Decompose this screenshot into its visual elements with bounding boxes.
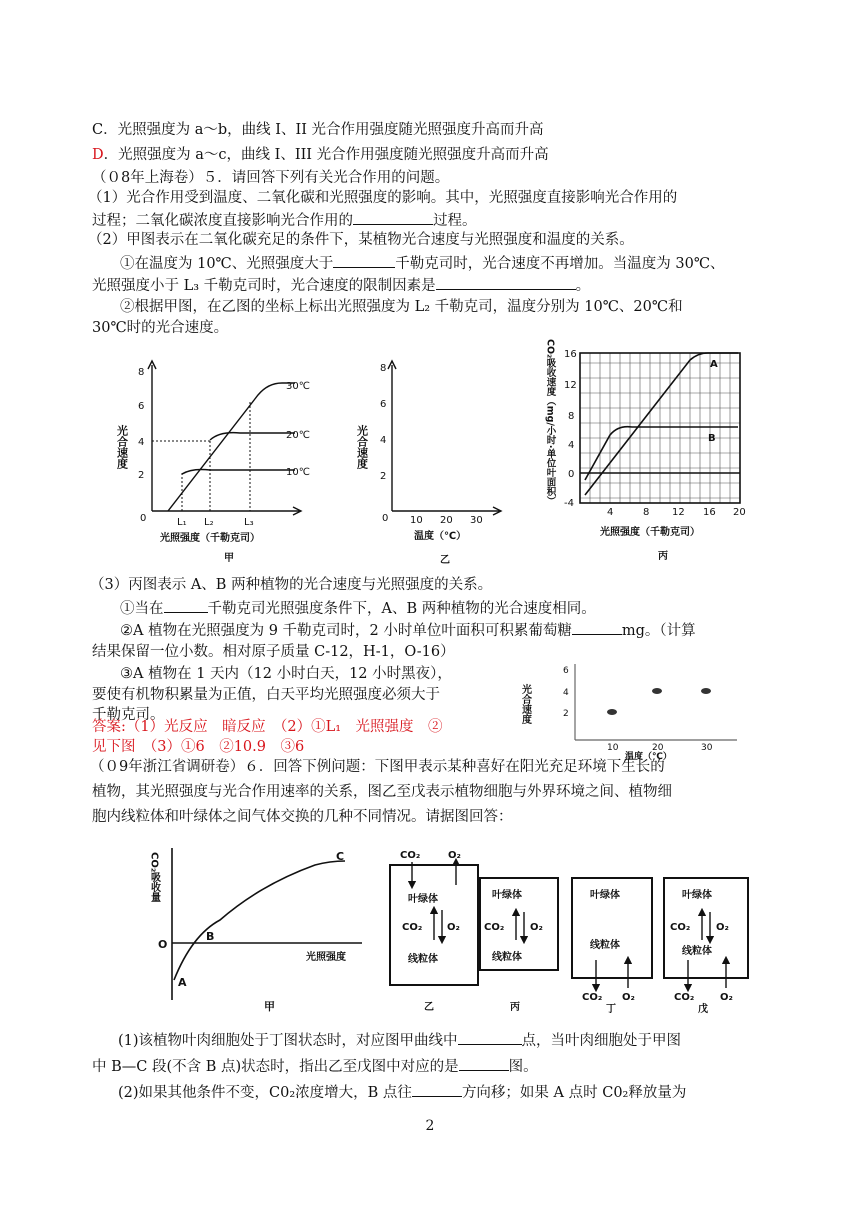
answer-line2: 见下图 （3）①6 ②10.9 ③6 — [92, 739, 305, 755]
answer-blank — [412, 1082, 462, 1097]
chloroplast-label: 叶绿体 — [408, 894, 438, 905]
answer-blank — [459, 1056, 509, 1071]
y-tick: 6 — [138, 401, 145, 412]
x-axis-label: 温度（℃） — [625, 752, 672, 760]
text-segment: 点，当叶肉细胞处于甲图 — [521, 1033, 682, 1049]
page-number: 2 — [425, 1118, 435, 1134]
option-d — [92, 145, 549, 165]
curve-label: 30℃ — [286, 381, 310, 392]
cell-wu — [664, 878, 748, 1015]
caption-bing: 丙 — [510, 1002, 520, 1013]
q5-part2-2-line2: 30℃时的光合速度。 — [92, 320, 229, 336]
figure-yi — [350, 355, 515, 570]
y-tick: 0 — [568, 469, 575, 480]
figure-caption: 乙 — [440, 555, 450, 566]
caption-jia: 甲 — [264, 1000, 275, 1013]
q5-part3-2-line2: 结果保留一位小数。相对原子质量 C-12，H-1，O-16） — [92, 644, 455, 660]
curve-label: B — [708, 433, 716, 444]
q6-part1-line1 — [118, 1030, 681, 1051]
cell-ding — [572, 878, 652, 1015]
q6-line2: 植物，其光照强度与光合作用速率的关系，图乙至戊表示植物细胞与外界环境之间、植物细 — [92, 784, 672, 800]
chloroplast-label: 叶绿体 — [590, 890, 620, 901]
y-tick: 2 — [563, 709, 569, 719]
y-tick: 6 — [380, 399, 387, 410]
figure-jia — [100, 355, 320, 570]
o2-label: O₂ — [622, 992, 635, 1003]
o2-label: O₂ — [716, 922, 729, 933]
curve-30c — [168, 383, 295, 511]
y-tick: 16 — [564, 349, 577, 360]
text-segment: 中 B—C 段(不含 B 点)状态时，指出乙至戊图中对应的是 — [92, 1059, 459, 1075]
data-point — [701, 688, 711, 694]
caption-yi: 乙 — [424, 1002, 434, 1013]
co2-label: CO₂ — [674, 992, 695, 1003]
o2-label: O₂ — [720, 992, 733, 1003]
data-point — [607, 709, 617, 715]
x-tick: 12 — [672, 507, 685, 518]
point-c-label: C — [336, 850, 345, 863]
answer-blank — [333, 253, 395, 268]
x-tick: 30 — [470, 515, 483, 526]
figure-answer — [515, 660, 745, 760]
x-tick: 10 — [410, 515, 423, 526]
y-axis-label: 光合速度 — [519, 684, 531, 724]
y-axis-label: 光合速度 — [115, 425, 129, 469]
text-segment: 。 — [575, 278, 591, 294]
o2-label: O₂ — [447, 922, 460, 933]
q5-part3-3-line2: 要使有机物积累量为正值，白天平均光照强度必须大于 — [92, 687, 440, 703]
answer-blank — [458, 1030, 522, 1045]
figure-bing — [540, 335, 760, 570]
y-tick: 4 — [568, 440, 575, 451]
co2-label: CO₂ — [484, 922, 505, 933]
y-tick: -4 — [564, 498, 574, 509]
text-segment: 过程；二氧化碳浓度直接影响光合作用的 — [92, 213, 353, 229]
q6-heading: （０9年浙江省调研卷）６．回答下例问题：下图甲表示某种喜好在阳光充足环境下生长的 — [90, 759, 665, 775]
y-tick: 8 — [568, 411, 575, 422]
q6-line3: 胞内线粒体和叶绿体之间气体交换的几种不同情况。请据图回答： — [92, 809, 513, 825]
mitochondria-label: 线粒体 — [492, 952, 522, 963]
o2-label: O₂ — [530, 922, 543, 933]
text-segment: 过程。 — [433, 213, 477, 229]
q5-part1-line1: （1）光合作用受到温度、二氧化碳和光照强度的影响。其中，光照强度直接影响光合作用的 — [88, 190, 678, 206]
y-tick: 2 — [138, 470, 145, 481]
grid — [580, 353, 740, 503]
y-tick: 12 — [564, 380, 577, 391]
y-tick: 4 — [563, 688, 569, 698]
co2-label: CO₂ — [582, 992, 603, 1003]
curve-label: A — [710, 359, 718, 370]
answer-line1: 答案:（1）光反应 暗反应 （2）①L₁ 光照强度 ② — [92, 719, 443, 735]
text-segment: (2)如果其他条件不变，C0₂浓度增大，B 点往 — [118, 1085, 412, 1101]
figure-caption: 甲 — [224, 553, 234, 564]
text-segment: ①当在 — [120, 601, 164, 617]
curve-20c — [210, 433, 295, 440]
chloroplast-label: 叶绿体 — [492, 890, 522, 901]
caption-ding: 丁 — [606, 1004, 616, 1015]
point-b-label: B — [206, 930, 215, 943]
x-axis-label: 光照强度（千勒克司） — [160, 533, 260, 544]
option-d-label: D — [92, 147, 104, 163]
answer-blank — [572, 620, 622, 635]
point-a-label: A — [178, 976, 187, 989]
option-d-text: ．光照强度为 a～c，曲线 I、III 光合作用强度随光照强度升高而升高 — [103, 147, 549, 163]
text-segment: (1)该植物叶肉细胞处于丁图状态时，对应图甲曲线中 — [118, 1033, 458, 1049]
q5-part1-line2 — [92, 210, 477, 231]
caption-wu: 戊 — [698, 1004, 708, 1015]
x-tick: 20 — [733, 507, 746, 518]
text-segment: 千勒克司时，光合速度不再增加。当温度为 30℃、 — [395, 256, 725, 272]
y-tick: 4 — [138, 437, 145, 448]
text-segment: mg。（计算 — [621, 623, 696, 639]
y-tick: 0 — [382, 513, 389, 524]
co2-label: CO₂ — [670, 922, 691, 933]
answer-blank — [164, 598, 208, 613]
curve-label: 20℃ — [286, 430, 310, 441]
y-tick: 8 — [380, 363, 387, 374]
x-tick: 30 — [701, 743, 713, 753]
q5-heading: （０8年上海卷）５．请回答下列有关光合作用的问题。 — [92, 170, 450, 186]
y-axis-label: CO₂吸收量 — [148, 852, 160, 903]
q5-part3-3-line1: ③A 植物在 1 天内（12 小时白天，12 小时黑夜）， — [120, 666, 452, 682]
y-tick: 4 — [380, 435, 387, 446]
mitochondria-label: 线粒体 — [590, 940, 620, 951]
co2-label: CO₂ — [400, 850, 421, 861]
text-segment: ①在温度为 10℃、光照强度大于 — [120, 256, 334, 272]
q5-part2-1-line1 — [120, 253, 725, 274]
origin-label: O — [158, 938, 168, 951]
y-tick: 8 — [138, 367, 145, 378]
q6-part1-line2 — [92, 1056, 538, 1077]
x-axis-label: 温度（℃） — [414, 531, 467, 542]
x-tick: 8 — [643, 507, 650, 518]
text-segment: 方向移；如果 A 点时 C0₂释放量为 — [461, 1085, 687, 1101]
option-c: C．光照强度为 a～b，曲线 I、II 光合作用强度随光照强度升高而升高 — [92, 122, 544, 138]
mitochondria-label: 线粒体 — [408, 954, 438, 965]
text-segment: 图。 — [508, 1059, 538, 1075]
x-tick: L₁ — [177, 517, 187, 528]
q5-part2-2-line1: ②根据甲图，在乙图的坐标上标出光照强度为 L₂ 千勒克司，温度分别为 10℃、20℃和 — [120, 299, 683, 315]
y-axis-label: 光合速度 — [355, 425, 369, 469]
x-tick: 4 — [607, 507, 614, 518]
x-tick: 10 — [607, 743, 619, 753]
y-tick: 6 — [563, 666, 569, 676]
x-axis-label: 光照强度 — [306, 952, 346, 963]
x-tick: 16 — [703, 507, 716, 518]
x-tick: L₃ — [244, 517, 254, 528]
q5-part2-1-line2 — [92, 275, 590, 296]
co2-label: CO₂ — [402, 922, 423, 933]
data-point — [652, 688, 662, 694]
q5-part3-1 — [120, 598, 596, 619]
o2-label: O₂ — [448, 850, 461, 861]
x-axis-label: 光照强度（千勒克司） — [600, 527, 700, 538]
cell-bing — [480, 878, 558, 1013]
answer-blank — [436, 275, 576, 290]
q5-part3-3-line3: 千勒克司。 — [92, 707, 165, 723]
mitochondria-label: 线粒体 — [682, 946, 712, 957]
figure-caption: 丙 — [658, 551, 668, 562]
text-segment: 光照强度小于 L₃ 千勒克司时，光合速度的限制因素是 — [92, 278, 436, 294]
chloroplast-label: 叶绿体 — [682, 890, 712, 901]
x-tick: L₂ — [204, 517, 214, 528]
q5-part3-2-line1 — [120, 620, 696, 641]
y-tick: 2 — [380, 471, 387, 482]
y-tick: 0 — [140, 513, 147, 524]
q6-part2 — [118, 1082, 686, 1103]
curve-label: 10℃ — [286, 467, 310, 478]
figure-q6 — [140, 840, 760, 1015]
x-tick: 20 — [440, 515, 453, 526]
q5-part3: （3）丙图表示 A、B 两种植物的光合速度与光照强度的关系。 — [90, 577, 493, 593]
x-tick: 20 — [652, 743, 664, 753]
y-axis-label: CO₂吸收速度（mg/小时·单位叶面积） — [544, 339, 556, 506]
cell-yi — [390, 850, 478, 1013]
text-segment: ②A 植物在光照强度为 9 千勒克司时，2 小时单位叶面积可积累葡萄糖 — [120, 623, 572, 639]
answer-blank — [353, 210, 433, 225]
text-segment: 千勒克司光照强度条件下，A、B 两种植物的光合速度相同。 — [207, 601, 596, 617]
q5-part2: （2）甲图表示在二氧化碳充足的条件下，某植物光合速度与光照强度和温度的关系。 — [88, 232, 634, 248]
